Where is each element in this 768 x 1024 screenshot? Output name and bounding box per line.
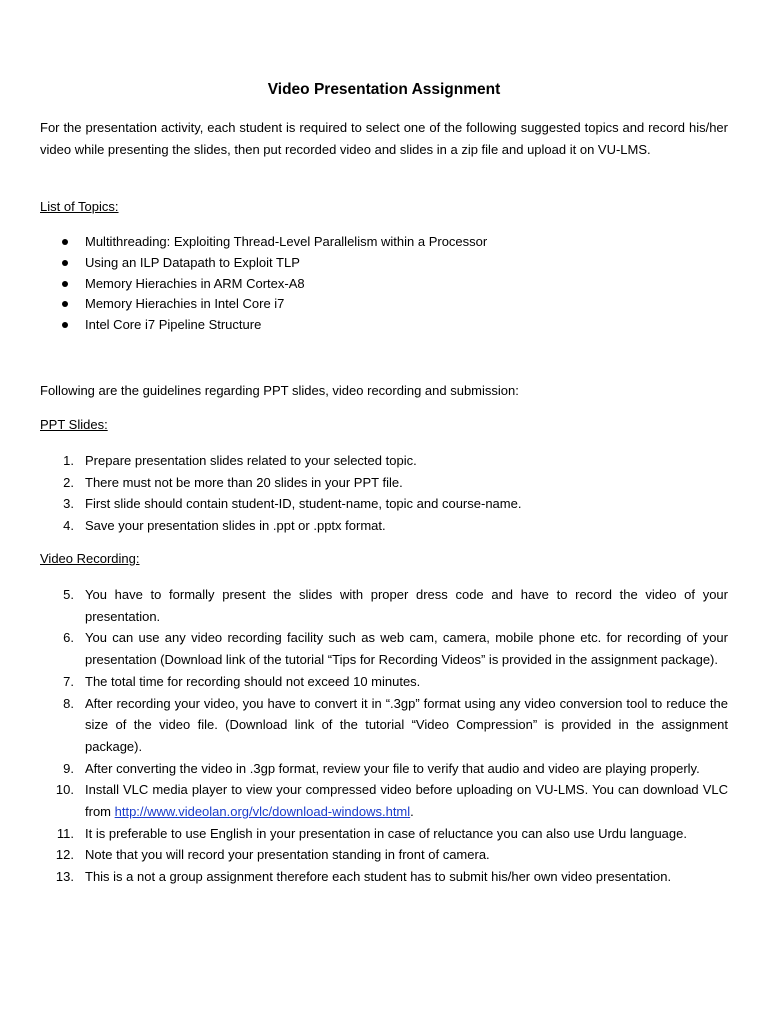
list-item: 8. After recording your video, you have to convert it in “.3gp” format using any video conversion tool to reduce the size of the video file. (Download link of the tutorial “Video Compression” is provided in the assignment package). bbox=[63, 695, 728, 754]
bullet-icon bbox=[62, 301, 68, 307]
list-item: 7. The total time for recording should not exceed 10 minutes. bbox=[63, 673, 421, 689]
list-item: Intel Core i7 Pipeline Structure bbox=[40, 315, 728, 336]
ppt-list bbox=[40, 450, 728, 537]
list-item: 3. First slide should contain student-ID, student-name, topic and course-name. bbox=[63, 496, 522, 512]
intro-paragraph: For the presentation activity, each student is required to select one of the following suggested topics and record his/her video while presenting the slides, then put recorded video and slides in a zip file and upload it on VU-LMS. bbox=[40, 120, 728, 157]
vlc-download-link[interactable]: http://www.videolan.org/vlc/download-windows.html bbox=[114, 804, 411, 820]
bullet-icon bbox=[62, 322, 68, 328]
document-title: Video Presentation Assignment bbox=[267, 81, 501, 98]
list-item: 11. It is preferable to use English in your presentation in case of reluctance you can also use Urdu language. bbox=[56, 825, 687, 841]
topics-heading: List of Topics: bbox=[40, 199, 119, 214]
list-item: 2. There must not be more than 20 slides in your PPT file. bbox=[63, 474, 403, 490]
video-list bbox=[40, 584, 728, 888]
ppt-heading: PPT Slides: bbox=[40, 417, 108, 432]
guidelines-intro: Following are the guidelines regarding PPT slides, video recording and submission: bbox=[40, 383, 519, 398]
list-item: Using an ILP Datapath to Exploit TLP bbox=[40, 253, 728, 274]
list-item: 1. Prepare presentation slides related to your selected topic. bbox=[63, 453, 417, 468]
list-item: 12. Note that you will record your presentation standing in front of camera. bbox=[55, 847, 490, 863]
list-item: 9. After converting the video in .3gp format, review your file to verify that audio and video are playing properly. bbox=[63, 760, 700, 776]
topics-list bbox=[40, 232, 728, 336]
list-item: 5. You have to formally present the slides with proper dress code and have to record the video of your presentation. bbox=[63, 587, 728, 624]
video-heading: Video Recording: bbox=[40, 551, 140, 566]
bullet-icon bbox=[62, 239, 68, 245]
bullet-icon bbox=[62, 281, 68, 287]
bullet-icon bbox=[62, 260, 68, 266]
list-item: 13. This is a not a group assignment therefore each student has to submit his/her own video presentation. bbox=[55, 869, 672, 885]
list-item: Multithreading: Exploiting Thread-Level Parallelism within a Processor bbox=[40, 232, 728, 253]
list-item: 10. Install VLC media player to view your compressed video before uploading on VU-LMS. You can download VLC from http://www.videolan.org/vlc/download-windows.html. bbox=[55, 782, 728, 820]
list-item: 6. You can use any video recording facility such as web cam, camera, mobile phone etc. for recording of your presentation (Download link of the tutorial “Tips for Recording Videos” is provided in the assignment package). bbox=[63, 630, 728, 668]
list-item: Memory Hierachies in Intel Core i7 bbox=[40, 294, 728, 315]
list-item: Memory Hierachies in ARM Cortex-A8 bbox=[40, 274, 728, 295]
list-item: 4. Save your presentation slides in .ppt or .pptx format. bbox=[63, 518, 386, 534]
